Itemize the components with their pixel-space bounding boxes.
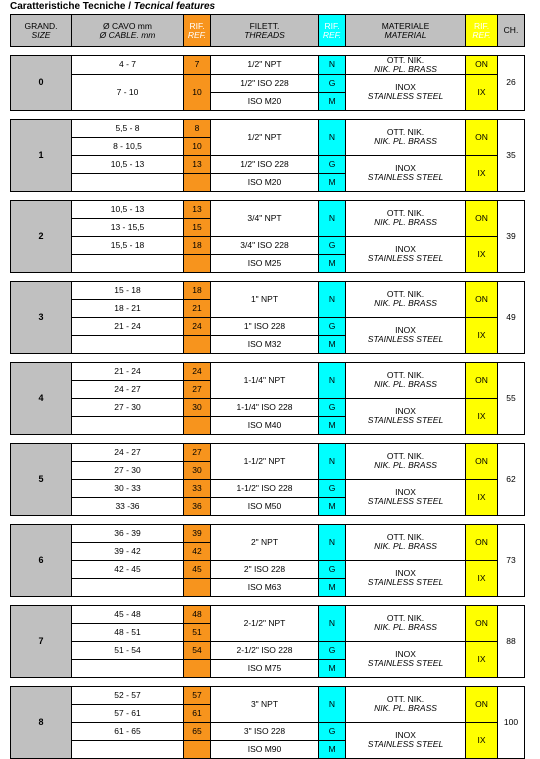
cable-diameter: 30 - 33: [72, 479, 184, 497]
material-brass: OTT. NIK. NIK. PL. BRASS: [346, 119, 466, 155]
material-inox: INOX STAINLESS STEEL: [346, 398, 466, 434]
header-threads: FILETT. THREADS: [211, 15, 319, 47]
header-ref-cable: RIF. REF.: [184, 15, 211, 47]
ch-cell: 73: [498, 524, 525, 596]
material-ref-ix: IX: [466, 74, 498, 110]
cable-diameter: 52 - 57: [72, 686, 184, 704]
thread-metric: ISO M50: [211, 497, 319, 515]
cable-diameter-empty: [72, 254, 184, 272]
thread-metric: ISO M63: [211, 578, 319, 596]
ch-cell: 35: [498, 119, 525, 191]
material-brass: OTT. NIK. NIK. PL. BRASS: [346, 362, 466, 398]
cable-ref: 42: [184, 542, 211, 560]
table-row: [11, 686, 525, 704]
thread-iso: 2" ISO 228: [211, 560, 319, 578]
thread-ref-g: G: [319, 398, 346, 416]
cable-ref: 36: [184, 497, 211, 515]
thread-ref-g: G: [319, 560, 346, 578]
cable-ref: 10: [184, 74, 211, 110]
thread-iso: 1-1/4" ISO 228: [211, 398, 319, 416]
material-ref-ix: IX: [466, 560, 498, 596]
tech-features-table: [10, 14, 525, 759]
thread-npt: 1-1/2" NPT: [211, 443, 319, 479]
thread-ref-m: M: [319, 173, 346, 191]
thread-ref-g: G: [319, 479, 346, 497]
cable-diameter: 13 - 15,5: [72, 218, 184, 236]
thread-ref-m: M: [319, 416, 346, 434]
thread-ref-m: M: [319, 659, 346, 677]
cable-diameter: 36 - 39: [72, 524, 184, 542]
thread-ref-m: M: [319, 578, 346, 596]
cable-ref-empty: [184, 659, 211, 677]
thread-iso: 3" ISO 228: [211, 722, 319, 740]
size-cell: 4: [11, 362, 72, 434]
cable-ref: 57: [184, 686, 211, 704]
cable-diameter-empty: [72, 740, 184, 758]
size-cell: 7: [11, 605, 72, 677]
material-ref-ix: IX: [466, 317, 498, 353]
material-brass: OTT. NIK. NIK. PL. BRASS: [346, 605, 466, 641]
cable-diameter: 8 - 10,5: [72, 137, 184, 155]
thread-npt: 2-1/2" NPT: [211, 605, 319, 641]
material-brass: OTT. NIK. NIK. PL. BRASS: [346, 686, 466, 722]
ch-cell: 26: [498, 56, 525, 111]
thread-ref-n: N: [319, 605, 346, 641]
cable-diameter: 33 -36: [72, 497, 184, 515]
thread-npt: 3/4" NPT: [211, 200, 319, 236]
table-row: [11, 560, 525, 578]
thread-iso: 1/2" ISO 228: [211, 74, 319, 92]
material-ref-ix: IX: [466, 155, 498, 191]
cable-diameter: 15 - 18: [72, 281, 184, 299]
cable-diameter-empty: [72, 173, 184, 191]
material-inox: INOX STAINLESS STEEL: [346, 641, 466, 677]
cable-ref: 7: [184, 56, 211, 75]
cable-diameter: 57 - 61: [72, 704, 184, 722]
thread-ref-n: N: [319, 200, 346, 236]
cable-ref: 51: [184, 623, 211, 641]
cable-ref: 48: [184, 605, 211, 623]
size-cell: 6: [11, 524, 72, 596]
table-row: [11, 74, 525, 92]
thread-metric: ISO M40: [211, 416, 319, 434]
thread-metric: ISO M20: [211, 92, 319, 110]
cable-ref: 30: [184, 398, 211, 416]
cable-diameter: 15,5 - 18: [72, 236, 184, 254]
thread-ref-n: N: [319, 56, 346, 75]
thread-npt: 3" NPT: [211, 686, 319, 722]
thread-ref-g: G: [319, 236, 346, 254]
title-italian: Caratteristiche Tecniche /: [10, 1, 134, 12]
table-row: [11, 443, 525, 461]
title-english: Tecnical features: [133, 1, 216, 12]
header-ref-thread: RIF. REF.: [319, 15, 346, 47]
table-row: [11, 722, 525, 740]
header-ref-material: RIF. REF.: [466, 15, 498, 47]
cable-ref: 27: [184, 443, 211, 461]
material-inox: INOX STAINLESS STEEL: [346, 317, 466, 353]
header-cable: Ø CAVO mm Ø CABLE. mm: [72, 15, 184, 47]
thread-ref-n: N: [319, 119, 346, 155]
cable-diameter: 27 - 30: [72, 398, 184, 416]
cable-ref: 61: [184, 704, 211, 722]
cable-ref: 21: [184, 299, 211, 317]
cable-diameter: 61 - 65: [72, 722, 184, 740]
table-row: [11, 317, 525, 335]
cable-ref: 18: [184, 236, 211, 254]
cable-ref: 54: [184, 641, 211, 659]
material-ref-ix: IX: [466, 479, 498, 515]
group-spacer: [11, 353, 525, 362]
thread-iso: 1/2" ISO 228: [211, 155, 319, 173]
ch-cell: 55: [498, 362, 525, 434]
cable-ref: 13: [184, 200, 211, 218]
table-row: [11, 479, 525, 497]
thread-metric: ISO M25: [211, 254, 319, 272]
cable-diameter: 7 - 10: [72, 74, 184, 110]
cable-diameter: 24 - 27: [72, 443, 184, 461]
group-spacer: [11, 272, 525, 281]
table-row: [11, 200, 525, 218]
material-ref-on: ON: [466, 443, 498, 479]
ch-cell: 49: [498, 281, 525, 353]
material-brass: OTT. NIK. NIK. PL. BRASS: [346, 524, 466, 560]
thread-metric: ISO M32: [211, 335, 319, 353]
material-ref-on: ON: [466, 686, 498, 722]
cable-ref: 24: [184, 362, 211, 380]
cable-diameter: 4 - 7: [72, 56, 184, 75]
thread-ref-m: M: [319, 254, 346, 272]
cable-ref: 24: [184, 317, 211, 335]
group-spacer: [11, 110, 525, 119]
cable-ref: 33: [184, 479, 211, 497]
material-inox: INOX STAINLESS STEEL: [346, 155, 466, 191]
cable-ref-empty: [184, 578, 211, 596]
cable-ref: 65: [184, 722, 211, 740]
table-row: [11, 524, 525, 542]
material-inox: INOX STAINLESS STEEL: [346, 722, 466, 758]
header-material: MATERIALE MATERIAL: [346, 15, 466, 47]
thread-npt: 1/2" NPT: [211, 119, 319, 155]
thread-iso: 1-1/2" ISO 228: [211, 479, 319, 497]
table-row: [11, 605, 525, 623]
table-row: [11, 236, 525, 254]
cable-ref: 15: [184, 218, 211, 236]
cable-diameter: 24 - 27: [72, 380, 184, 398]
thread-iso: 1" ISO 228: [211, 317, 319, 335]
cable-ref-empty: [184, 416, 211, 434]
thread-npt: 1-1/4" NPT: [211, 362, 319, 398]
cable-diameter: 21 - 24: [72, 317, 184, 335]
header-ch: CH.: [498, 15, 525, 47]
material-ref-on: ON: [466, 524, 498, 560]
cable-diameter: 51 - 54: [72, 641, 184, 659]
material-ref-ix: IX: [466, 236, 498, 272]
size-cell: 0: [11, 56, 72, 111]
thread-ref-g: G: [319, 317, 346, 335]
material-brass: OTT. NIK. NIK. PL. BRASS: [346, 443, 466, 479]
ch-cell: 39: [498, 200, 525, 272]
header-size: GRAND. SIZE: [11, 15, 72, 47]
cable-ref-empty: [184, 740, 211, 758]
material-inox: INOX STAINLESS STEEL: [346, 560, 466, 596]
ch-cell: 62: [498, 443, 525, 515]
thread-ref-n: N: [319, 281, 346, 317]
group-spacer: [11, 596, 525, 605]
thread-npt: 1" NPT: [211, 281, 319, 317]
cable-diameter-empty: [72, 578, 184, 596]
cable-ref: 8: [184, 119, 211, 137]
cable-diameter: 21 - 24: [72, 362, 184, 380]
material-brass: OTT. NIK. NIK. PL. BRASS: [346, 281, 466, 317]
thread-ref-g: G: [319, 74, 346, 92]
thread-ref-g: G: [319, 641, 346, 659]
thread-npt: 2" NPT: [211, 524, 319, 560]
cable-diameter-empty: [72, 659, 184, 677]
material-inox: INOX STAINLESS STEEL: [346, 236, 466, 272]
material-ref-on: ON: [466, 119, 498, 155]
thread-ref-m: M: [319, 335, 346, 353]
group-spacer: [11, 47, 525, 56]
cable-diameter: 48 - 51: [72, 623, 184, 641]
material-ref-on: ON: [466, 281, 498, 317]
cable-diameter: 45 - 48: [72, 605, 184, 623]
size-cell: 8: [11, 686, 72, 758]
thread-metric: ISO M90: [211, 740, 319, 758]
thread-iso: 3/4" ISO 228: [211, 236, 319, 254]
material-brass: OTT. NIK. NIK. PL. BRASS: [346, 56, 466, 75]
cable-diameter-empty: [72, 335, 184, 353]
thread-ref-g: G: [319, 155, 346, 173]
thread-ref-n: N: [319, 686, 346, 722]
cable-ref: 13: [184, 155, 211, 173]
cable-ref: 27: [184, 380, 211, 398]
cable-ref: 10: [184, 137, 211, 155]
cable-diameter: 39 - 42: [72, 542, 184, 560]
cable-diameter: 18 - 21: [72, 299, 184, 317]
material-inox: INOX STAINLESS STEEL: [346, 74, 466, 110]
size-cell: 2: [11, 200, 72, 272]
cable-ref: 30: [184, 461, 211, 479]
material-ref-on: ON: [466, 56, 498, 75]
page-title: [10, 1, 215, 12]
cable-ref-empty: [184, 335, 211, 353]
material-inox: INOX STAINLESS STEEL: [346, 479, 466, 515]
tech-table-wrapper: [10, 14, 524, 759]
material-ref-ix: IX: [466, 398, 498, 434]
material-ref-ix: IX: [466, 641, 498, 677]
group-spacer: [11, 677, 525, 686]
thread-npt: 1/2" NPT: [211, 56, 319, 75]
thread-ref-n: N: [319, 362, 346, 398]
group-spacer: [11, 191, 525, 200]
cable-ref: 18: [184, 281, 211, 299]
size-cell: 1: [11, 119, 72, 191]
cable-diameter: 10,5 - 13: [72, 155, 184, 173]
thread-metric: ISO M75: [211, 659, 319, 677]
material-brass: OTT. NIK. NIK. PL. BRASS: [346, 200, 466, 236]
material-ref-on: ON: [466, 200, 498, 236]
table-row: [11, 281, 525, 299]
cable-diameter: 5,5 - 8: [72, 119, 184, 137]
thread-metric: ISO M20: [211, 173, 319, 191]
group-spacer: [11, 434, 525, 443]
material-ref-on: ON: [466, 605, 498, 641]
material-ref-on: ON: [466, 362, 498, 398]
table-row: [11, 398, 525, 416]
table-row: [11, 641, 525, 659]
header-row: [11, 15, 525, 47]
group-spacer: [11, 515, 525, 524]
thread-ref-m: M: [319, 497, 346, 515]
cable-ref-empty: [184, 173, 211, 191]
cable-diameter-empty: [72, 416, 184, 434]
cable-ref: 39: [184, 524, 211, 542]
thread-ref-m: M: [319, 740, 346, 758]
thread-iso: 2-1/2" ISO 228: [211, 641, 319, 659]
thread-ref-n: N: [319, 443, 346, 479]
size-cell: 3: [11, 281, 72, 353]
cable-diameter: 27 - 30: [72, 461, 184, 479]
table-row: [11, 362, 525, 380]
cable-diameter: 42 - 45: [72, 560, 184, 578]
thread-ref-m: M: [319, 92, 346, 110]
table-row: [11, 155, 525, 173]
cable-diameter: 10,5 - 13: [72, 200, 184, 218]
thread-ref-g: G: [319, 722, 346, 740]
ch-cell: 88: [498, 605, 525, 677]
thread-ref-n: N: [319, 524, 346, 560]
cable-ref: 45: [184, 560, 211, 578]
ch-cell: 100: [498, 686, 525, 758]
table-row: [11, 119, 525, 137]
material-ref-ix: IX: [466, 722, 498, 758]
cable-ref-empty: [184, 254, 211, 272]
size-cell: 5: [11, 443, 72, 515]
